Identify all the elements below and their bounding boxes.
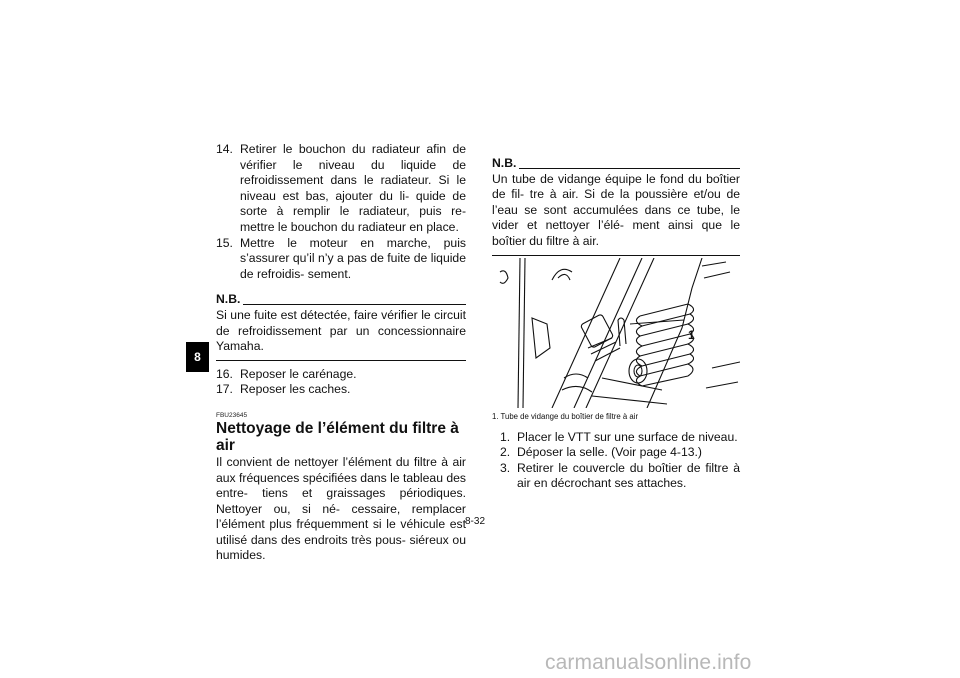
section-heading: Nettoyage de l’élément du filtre à air — [216, 419, 459, 454]
step-number: 2. — [500, 445, 511, 460]
note-rule-bottom — [216, 360, 466, 361]
note-rule-top — [243, 304, 466, 305]
air-filter-drain-illustration — [492, 258, 740, 408]
list-item — [216, 142, 466, 236]
step-number: 16. — [216, 366, 233, 381]
step-text: Déposer la selle. (Voir page 4-13.) — [517, 445, 702, 460]
steps-list — [492, 430, 740, 492]
step-text: Placer le VTT sur une surface de niveau. — [517, 429, 738, 444]
page-number: 8-32 — [465, 516, 486, 527]
note-rule-top — [519, 168, 740, 169]
list-item — [500, 430, 740, 446]
figure-callout: 1 — [688, 327, 695, 342]
list-item — [216, 236, 466, 283]
note-header — [216, 292, 466, 308]
step-number: 17. — [216, 382, 233, 397]
watermark: carmanualsonline.info — [545, 651, 752, 674]
right-column — [492, 156, 740, 492]
steps-top — [216, 142, 466, 282]
note-text: Un tube de vidange équipe le fond du boîtier de fil- tre à air. Si de la poussière et/ou de l’eau se sont accumulées dans ce tube, le vider et nettoyer l’élé- ment ainsi que le boîtier du filtre à air. — [492, 171, 740, 248]
section-tab: 8 — [186, 342, 209, 372]
body-paragraph: Il convient de nettoyer l’élément du filtre à air aux fréquences spécifiées dans le tableau des entre- tiens et graissages périodiques. Nettoyer ou, si né- cessaire, remplacer l’élément plus fréquemment si le véhicule est utilisé dans des endroits très pous- siéreux ou humides. — [216, 454, 467, 563]
note-label: N.B. — [216, 292, 241, 307]
step-text: Reposer le carénage. — [240, 366, 357, 381]
note-text: Si une fuite est détectée, faire vérifier le circuit de refroidissement par un concessionnaire Yamaha. — [216, 307, 466, 354]
step-text: Mettre le moteur en marche, puis s’assurer qu’il n’y a pas de fuite de liquide de refroidis- sement. — [240, 235, 466, 281]
step-number: 14. — [216, 142, 233, 156]
list-item — [216, 367, 466, 383]
note-rule-bottom — [492, 255, 740, 256]
list-item — [500, 461, 740, 492]
step-number: 1. — [500, 429, 511, 444]
step-number: 3. — [500, 460, 511, 475]
figure-caption: 1. Tube de vidange du boîtier de filtre à air — [492, 411, 639, 421]
list-item — [216, 382, 466, 398]
reference-code: FBU23645 — [216, 411, 248, 419]
step-number: 15. — [216, 235, 233, 250]
left-column — [216, 142, 466, 564]
engine-line-drawing — [492, 258, 740, 408]
note-header — [492, 156, 740, 172]
step-text: Retirer le bouchon du radiateur afin de vérifier le niveau du liquide de refroidissement dans le radiateur. Si le niveau est bas, ajouter du li- quide de sorte à remplir le radiateur, puis re- mettre le bouchon du radiateur en place. — [240, 142, 466, 234]
step-text: Retirer le couvercle du boîtier de filtre à air en décrochant ses attaches. — [517, 460, 740, 491]
list-item — [500, 445, 740, 461]
note-label: N.B. — [492, 156, 517, 170]
step-text: Reposer les caches. — [240, 382, 351, 397]
steps-bottom — [216, 367, 466, 398]
